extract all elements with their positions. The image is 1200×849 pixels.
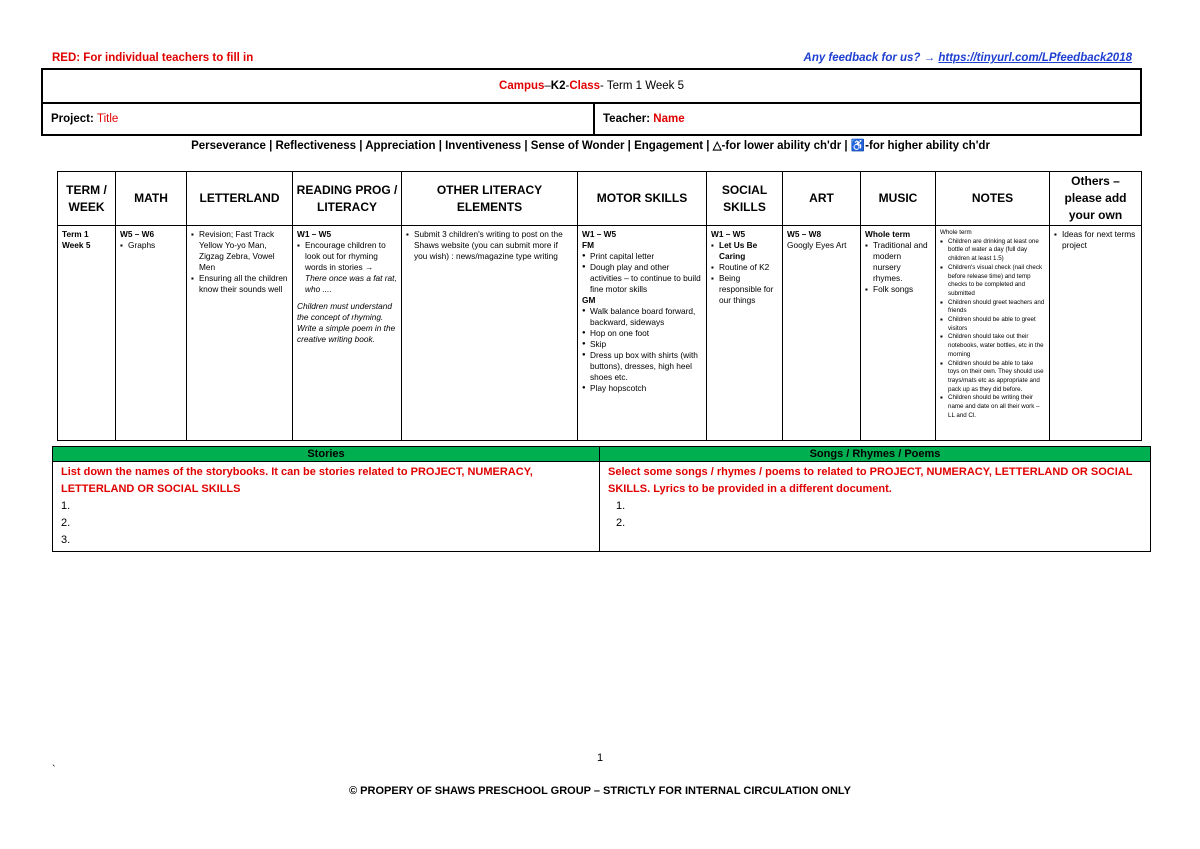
- reading-objective: Children must understand the concept of rhyming. Write a simple poem in the creative writing book.: [297, 301, 396, 344]
- table-header-row: [58, 172, 1142, 226]
- stories-cell: [53, 462, 600, 552]
- project-teacher-row: [43, 104, 1140, 134]
- feedback-note: [804, 52, 1132, 64]
- notes-item: ▪ Children should be able to take toys on their own. They should use trays/mats etc as appropriate and pack up as they did before.: [940, 360, 1045, 395]
- header-art: ART: [783, 172, 861, 226]
- stories-prompt: List down the names of the storybooks. It can be stories related to PROJECT, NUMERACY, LETTERLAND OR SOCIAL SKILLS: [61, 466, 533, 495]
- social-weeks: W1 – W5: [711, 229, 746, 239]
- motor-skills-cell: [578, 226, 707, 441]
- reading-cell: [293, 226, 402, 441]
- header-letterland: LETTERLAND: [187, 172, 293, 226]
- social-item-caring: ▪ Let Us Be Caring: [711, 240, 778, 262]
- values-line: Perseverance | Reflectiveness | Appreciation | Inventiveness | Sense of Wonder | Engagement | △-for lower ability ch'dr | ♿-for higher ability ch'dr: [191, 140, 990, 152]
- notes-item: ▪ Children should greet teachers and friends: [940, 299, 1045, 316]
- gross-motor-item: ● Play hopscotch: [582, 383, 702, 394]
- gross-motor-item: ● Dress up box with shirts (with buttons), dresses, high heel shoes etc.: [582, 350, 702, 383]
- reading-item: ▪ Encourage children to look out for rhyming words in stories →: [297, 240, 397, 273]
- table-body-row: [58, 226, 1142, 441]
- gross-motor-item: ● Walk balance board forward, backward, sideways: [582, 306, 702, 328]
- notes-item: ▪ Children should be writing their name and date on all their work – LL and Cl.: [940, 394, 1045, 420]
- songs-cell: [600, 462, 1151, 552]
- stories-songs-body-row: [53, 462, 1151, 552]
- songs-list-item: 2.: [616, 517, 626, 529]
- footer-copyright: © PROPERY OF SHAWS PRESCHOOL GROUP – STRICTLY FOR INTERNAL CIRCULATION ONLY: [349, 785, 851, 797]
- songs-list-item: 1.: [616, 500, 626, 512]
- term-week-cell: [58, 226, 116, 441]
- songs-prompt: Select some songs / rhymes / poems to related to PROJECT, NUMERACY, LETTERLAND OR SOCIAL SKILLS. Lyrics to be provided in a different document.: [608, 466, 1133, 495]
- stray-mark: `: [52, 764, 56, 776]
- notes-item: ▪ Children should be able to greet visitors: [940, 316, 1045, 333]
- fine-motor-item: ● Print capital letter: [582, 251, 702, 262]
- gross-motor-item: ● Skip: [582, 339, 702, 350]
- week-label: Week 5: [62, 240, 91, 250]
- top-line: [52, 52, 1132, 68]
- header-box: [41, 68, 1142, 136]
- header-term-week: TERM / WEEK: [58, 172, 116, 226]
- art-weeks: W5 – W8: [787, 229, 822, 239]
- others-item: ▪ Ideas for next terms project: [1054, 229, 1137, 251]
- header-music: MUSIC: [861, 172, 936, 226]
- header-motor-skills: MOTOR SKILLS: [578, 172, 707, 226]
- math-item: ▪ Graphs: [120, 240, 182, 251]
- teacher-cell: [595, 104, 685, 134]
- music-item: ▪ Traditional and modern nursery rhymes.: [865, 240, 931, 284]
- header-reading: READING PROG / LITERACY: [293, 172, 402, 226]
- fine-motor-item: ● Dough play and other activities – to continue to build fine motor skills: [582, 262, 702, 295]
- stories-list-item: 3.: [61, 534, 71, 546]
- social-item: ▪ Being responsible for our things: [711, 273, 778, 306]
- term-label: Term 1: [62, 229, 89, 239]
- stories-title: Stories: [53, 447, 600, 462]
- music-heading: Whole term: [865, 229, 911, 239]
- motor-weeks: W1 – W5: [582, 229, 617, 239]
- stories-songs-header-row: [53, 447, 1151, 462]
- math-weeks: W5 – W6: [120, 229, 155, 239]
- feedback-link[interactable]: https://tinyurl.com/LPfeedback2018: [938, 52, 1132, 64]
- others-cell: [1050, 226, 1142, 441]
- header-social-skills: SOCIAL SKILLS: [707, 172, 783, 226]
- art-cell: [783, 226, 861, 441]
- notes-cell: [936, 226, 1050, 441]
- header-others: Others – please add your own: [1050, 172, 1142, 226]
- letterland-item: ▪ Ensuring all the children know their sounds well: [191, 273, 288, 295]
- notes-item: ▪ Children's visual check (nail check before release time) and temp checks to be completed and submitted: [940, 264, 1045, 299]
- notes-item: ▪ Children are drinking at least one bottle of water a day (full day children at least 1.5): [940, 238, 1045, 264]
- term-week-label: - Term 1 Week 5: [600, 80, 684, 92]
- page-number: 1: [596, 752, 604, 764]
- art-activity: Googly Eyes Art: [787, 240, 847, 250]
- gross-motor-label: GM: [582, 295, 596, 305]
- header-notes: NOTES: [936, 172, 1050, 226]
- letterland-item: ▪ Revision; Fast Track Yellow Yo-yo Man, Zigzag Zebra, Vowel Men: [191, 229, 288, 273]
- dash-1: –: [544, 80, 551, 92]
- reading-weeks: W1 – W5: [297, 229, 332, 239]
- project-label: Project:: [51, 113, 94, 125]
- social-skills-cell: [707, 226, 783, 441]
- red-instruction-note: RED: For individual teachers to fill in: [52, 52, 254, 64]
- social-item: ▪ Routine of K2: [711, 262, 778, 273]
- reading-example: There once was a fat rat, who ....: [305, 273, 397, 294]
- campus-class-row: [43, 70, 1140, 104]
- stories-songs-table: [52, 446, 1151, 552]
- stories-list-item: 1.: [61, 500, 71, 512]
- project-title-placeholder: Title: [97, 113, 119, 125]
- music-item: ▪ Folk songs: [865, 284, 931, 295]
- header-other-literacy: OTHER LITERACY ELEMENTS: [402, 172, 578, 226]
- project-cell: [43, 104, 595, 134]
- math-cell: [116, 226, 187, 441]
- other-literacy-cell: [402, 226, 578, 441]
- gross-motor-item: ● Hop on one foot: [582, 328, 702, 339]
- campus-label: Campus: [499, 80, 545, 92]
- notes-heading: Whole term: [940, 229, 972, 236]
- notes-item: ▪ Children should take out their notebooks, water bottles, etc in the morning: [940, 333, 1045, 359]
- music-cell: [861, 226, 936, 441]
- teacher-label: Teacher:: [603, 113, 651, 125]
- level-label: K2: [550, 80, 566, 92]
- class-label: Class: [569, 80, 601, 92]
- feedback-prefix: Any feedback for us? →: [803, 52, 936, 64]
- header-math: MATH: [116, 172, 187, 226]
- songs-title: Songs / Rhymes / Poems: [600, 447, 1151, 462]
- stories-list-item: 2.: [61, 517, 71, 529]
- dash-2: -: [565, 80, 570, 92]
- teacher-name-placeholder: Name: [653, 113, 685, 125]
- fine-motor-label: FM: [582, 240, 594, 250]
- letterland-cell: [187, 226, 293, 441]
- lesson-plan-table: [57, 171, 1142, 441]
- other-literacy-item: ▪ Submit 3 children's writing to post on the Shaws website (you can submit more if you wish) : news/magazine type writing: [406, 229, 573, 262]
